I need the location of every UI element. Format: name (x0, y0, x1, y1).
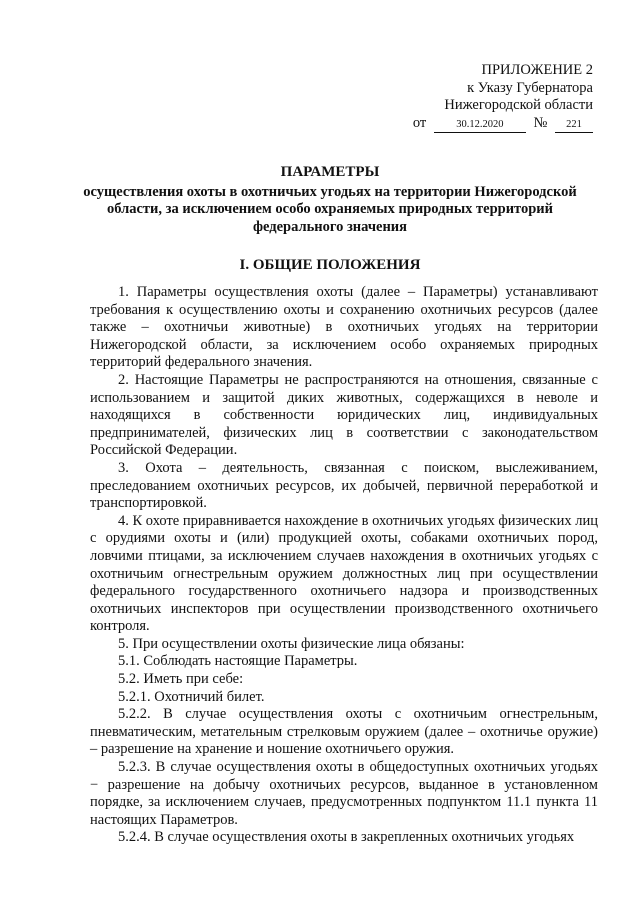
document-title (60, 164, 600, 236)
paragraph: 4. К охоте приравнивается нахождение в охотничьих угодьях физических лиц с орудиями охоты и (или) продукцией охоты, собаками охотничьих пород, ловчими птицами, за исключением случаев нахождения в охотничьих угодьях с охотничьим огнестрельным оружием должностных лиц при осуществлении федерального государственного охотничьего надзора и производственных охотничьих инспекторов при осуществлении производственного охотничьего контроля. (90, 512, 598, 635)
order-number: 221 (555, 118, 593, 133)
paragraph: 5. При осуществлении охоты физические лица обязаны: (118, 635, 465, 652)
paragraph: 5.1. Соблюдать настоящие Параметры. (118, 653, 358, 670)
paragraph: 1. Параметры осуществления охоты (далее – Параметры) устанавливают требования к осуществлению охоты и сохранению охотничьих ресурсов (далее также – охотничьи животные) в охотничьих угодьях на территории Нижегородской области, за исключением особо охраняемых природных территорий федерального значения. (90, 284, 598, 371)
appendix-region: Нижегородской области (444, 97, 593, 113)
paragraph: 3. Охота – деятельность, связанная с поиском, выслеживанием, преследованием охотничьих ресурсов, их добычей, первичной переработкой и транспортировкой. (90, 459, 598, 512)
paragraph: 5.2. Иметь при себе: (118, 671, 244, 688)
appendix-block (413, 62, 593, 133)
from-label: от (412, 114, 427, 131)
title-subtitle: осуществления охоты в охотничьих угодьях на территории Нижегородской области, за исключением особо охраняемых природных территорий федерального значения (83, 183, 577, 235)
section-heading: I. ОБЩИЕ ПОЛОЖЕНИЯ (239, 257, 421, 273)
order-line (413, 115, 593, 133)
paragraph: 5.2.2. В случае осуществления охоты с охотничьим огнестрельным, пневматическим, метательным стрелковым оружием (далее – охотничье оружие) – разрешение на хранение и ношение охотничьего оружия. (90, 706, 598, 758)
order-date: 30.12.2020 (434, 118, 526, 133)
document-body (90, 284, 598, 847)
paragraph: 2. Настоящие Параметры не распространяются на отношения, связанные с использованием и защитой диких животных, содержащихся в неволе и находящихся в собственности юридических лиц, индивидуальных предпринимателей, физических лиц в соответствии с законодательством Российской Федерации. (90, 371, 598, 459)
title-main: ПАРАМЕТРЫ (280, 164, 380, 180)
number-label: № (533, 114, 548, 131)
appendix-decree: к Указу Губернатора (467, 79, 593, 96)
paragraph: 5.2.1. Охотничий билет. (118, 688, 265, 705)
appendix-number: ПРИЛОЖЕНИЕ 2 (481, 62, 593, 78)
paragraph: 5.2.3. В случае осуществления охоты в общедоступных охотничьих угодьях − разрешение на добычу охотничьих ресурсов, выданное в установленном порядке, за исключением случаев, предусмотренных подпунктом 11.1 пункта 11 настоящих Параметров. (90, 759, 598, 828)
paragraph: 5.2.4. В случае осуществления охоты в закрепленных охотничьих угодьях (118, 829, 575, 846)
